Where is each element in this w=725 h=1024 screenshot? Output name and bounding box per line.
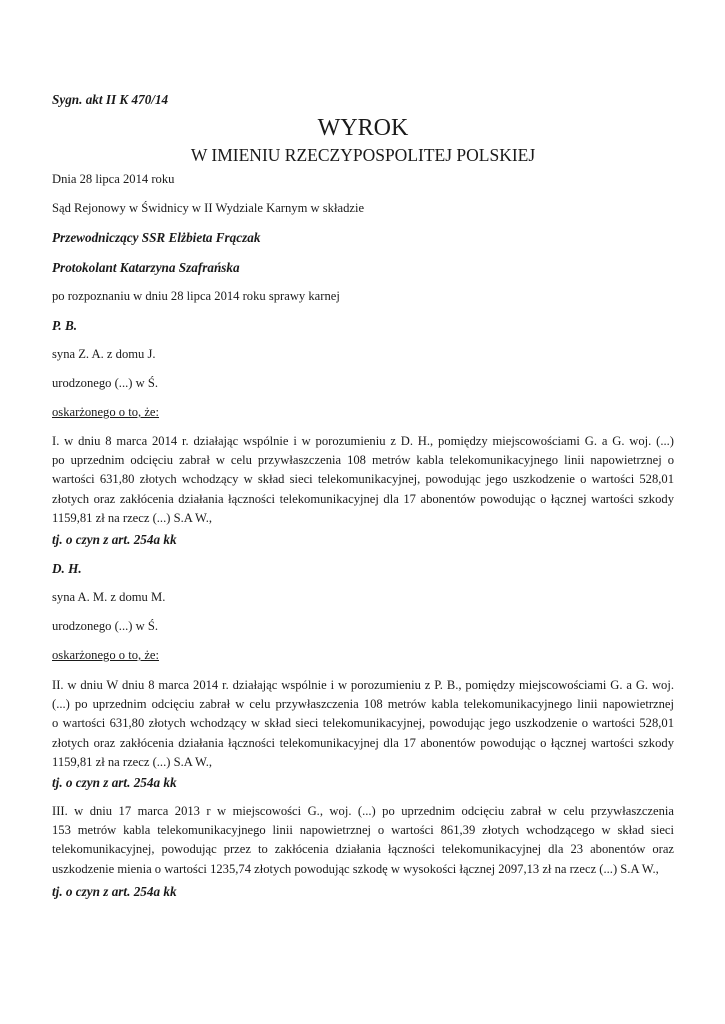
charge-iii-line: uszkodzenie mienia o wartości 1235,74 złotych powodując szkodę w wysokości łącznej 2097,13 zł na rzecz (...) S.A W., <box>52 861 659 876</box>
defendant1-father: syna Z. A. z domu J. <box>52 347 156 361</box>
charge-ii-line: złotych oraz zakłócenia działania łączności telekomunikacyjnej dla 17 abonentów powodując o łącznej wartości szkody <box>52 735 674 750</box>
court-clerk: Protokolant Katarzyna Szafrańska <box>52 260 240 275</box>
charge-ii-line: (...) po uprzednim odcięciu zabrał w celu przywłaszczenia 108 metrów kabla telekomunikacyjnego linii napowietrznej <box>52 697 674 712</box>
legal-basis-ii: tj. o czyn z art. 254a kk <box>52 775 177 790</box>
charge-ii-line: 1159,81 zł na rzecz (...) S.A W., <box>52 754 213 769</box>
defendant2-name: D. H. <box>52 561 82 576</box>
charge-iii-line: 153 metrów kabla telekomunikacyjnego linii napowietrznej o wartości 861,39 złotych wchodzącego w skład sieci <box>52 823 674 838</box>
charge-i-line: złotych oraz zakłócenia działania łączności telekomunikacyjnej dla 17 abonentów powodując o łącznej wartości szkody <box>52 491 674 506</box>
charge-i-paragraph <box>52 432 674 528</box>
defendant2-born: urodzonego (...) w Ś. <box>52 619 158 633</box>
charge-iii-paragraph <box>52 802 674 879</box>
charge-ii-line: o wartości 631,80 złotych wchodzący w skład sieci telekomunikacyjnej, powodując jego uszkodzenie o wartości 528,01 <box>52 716 674 731</box>
charge-i-line: I. w dniu 8 marca 2014 r. działając wspólnie i w porozumieniu z D. H., pomiędzy miejscowościami G. a G. woj. (...) <box>52 434 674 448</box>
legal-basis-iii: tj. o czyn z art. 254a kk <box>52 884 177 899</box>
presiding-judge: Przewodniczący SSR Elżbieta Frączak <box>52 230 261 245</box>
charge-ii-paragraph <box>52 676 674 772</box>
case-number: Sygn. akt II K 470/14 <box>52 92 169 107</box>
legal-basis-i: tj. o czyn z art. 254a kk <box>52 532 177 547</box>
document-subtitle: W IMIENIU RZECZYPOSPOLITEJ POLSKIEJ <box>190 145 536 165</box>
charge-ii-line: II. w dniu W dniu 8 marca 2014 r. działając wspólnie i w porozumieniu z P. B., pomiędzy miejscowościami G. a G. woj. <box>52 678 674 692</box>
charge-i-line: wartości 631,80 złotych wchodzący w skład sieci telekomunikacyjnej, powodując jego uszkodzenie o wartości 528,01 <box>52 472 674 487</box>
charge-iii-line: III. w dniu 17 marca 2013 r w miejscowości G., woj. (...) po uprzednim odcięciu zabrał w celu przywłaszczenia <box>52 804 674 818</box>
defendant2-charged-heading: oskarżonego o to, że: <box>52 648 160 662</box>
charge-iii-line: telekomunikacyjnej, powodując przez to zakłócenia działania łączności telekomunikacyjnej dla 23 abonentów oraz <box>52 842 674 857</box>
charge-i-line: po uprzednim odcięciu zabrał w celu przywłaszczenia 108 metrów kabla telekomunikacyjnego linii napowietrznej o <box>52 453 674 468</box>
date-line: Dnia 28 lipca 2014 roku <box>52 172 175 186</box>
court-line: Sąd Rejonowy w Świdnicy w II Wydziale Karnym w składzie <box>52 201 365 215</box>
defendant1-born: urodzonego (...) w Ś. <box>52 376 158 390</box>
hearing-line: po rozpoznaniu w dniu 28 lipca 2014 roku sprawy karnej <box>52 289 340 303</box>
defendant1-name: P. B. <box>52 318 78 333</box>
defendant1-charged-heading: oskarżonego o to, że: <box>52 405 160 419</box>
defendant2-father: syna A. M. z domu M. <box>52 590 166 604</box>
charge-i-line: 1159,81 zł na rzecz (...) S.A W., <box>52 510 213 525</box>
document-page <box>52 0 674 1024</box>
document-title: WYROK <box>317 115 409 141</box>
